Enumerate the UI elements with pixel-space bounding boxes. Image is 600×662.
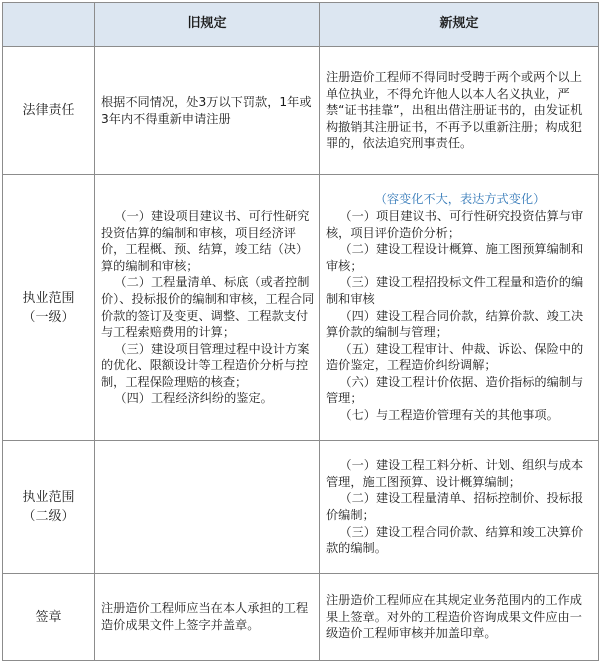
new-item: （一）项目建议书、可行性研究投资估算与审核，项目评价造价分析；	[326, 208, 584, 240]
new-item: （三）建设工程合同价款、结算和竣工决算价款的编制。	[326, 524, 584, 556]
row-label-line: 执业范围	[22, 290, 75, 306]
new-item: （二）建设工程量清单、招标控制价、投标报价编制；	[326, 491, 584, 522]
new-text: 注册造价工程师不得同时受聘于两个或两个以上单位执业，不得允许他人以本人名义执业，严禁“证书挂靠”，出租出借注册证书的，由发证机构撤销其注册证书，不再予以重新注册；构成犯罪的，依法追究刑事责任。	[326, 70, 583, 151]
new-item: （七）与工程造价管理有关的其他事项。	[339, 408, 559, 423]
row-label: 法律责任	[3, 47, 95, 175]
row-label-line: （二级）	[22, 509, 75, 524]
row-signature	[3, 574, 599, 661]
new-cell	[320, 175, 599, 441]
change-note: （容变化不大，表达方式变化）	[374, 192, 546, 207]
header-row	[3, 3, 599, 47]
old-item: （一）建设项目建议书、可行性研究投资估算的编制和审核，项目经济评价，工程概、预、结算，竣工结（决）算的编制和审核；	[101, 208, 310, 273]
comparison-table	[2, 2, 599, 661]
header-new-rules: 新规定	[320, 3, 599, 47]
old-cell	[95, 47, 320, 175]
new-item: （一）建设工程工料分析、计划、组织与成本管理，施工图预算、设计概算编制；	[326, 458, 584, 489]
row-legal-liability	[3, 47, 599, 175]
old-text: 根据不同情况，处3万以下罚款，1年或3年内不得重新申请注册	[101, 94, 312, 126]
new-item: （二）建设工程设计概算、施工图预算编制和审核；	[326, 242, 584, 273]
new-item: （四）建设工程合同价款，结算价款、竣工决算价款的编制与管理；	[326, 308, 584, 340]
header-corner	[3, 3, 95, 47]
old-item: （二）工程量清单、标底（或者控制价）、投标报价的编制和审核，工程合同价款的签订及变更、调整、工程款支付与工程索赔费用的计算；	[101, 275, 315, 340]
new-item: （六）建设工程计价依据、造价指标的编制与管理；	[326, 374, 584, 406]
old-item: （四）工程经济纠纷的鉴定。	[114, 391, 273, 406]
new-item: （五）建设工程审计、仲裁、诉讼、保险中的造价鉴定，工程造价纠纷调解；	[326, 341, 584, 373]
row-label: 签章	[3, 574, 95, 661]
new-item: （三）建设工程招投标文件工程量和造价的编制和审核	[326, 275, 584, 306]
new-cell	[320, 47, 599, 175]
new-cell	[320, 441, 599, 574]
row-label	[3, 441, 95, 574]
row-label-line: 执业范围	[22, 490, 75, 505]
row-practice-scope-level1	[3, 175, 599, 441]
header-old-rules: 旧规定	[95, 3, 320, 47]
row-practice-scope-level2	[3, 441, 599, 574]
old-item: （三）建设项目管理过程中设计方案的优化、限额设计等工程造价分析与控制，工程保险理赔的核查；	[101, 341, 310, 389]
old-text: 注册造价工程师应当在本人承担的工程造价成果文件上签字并盖章。	[101, 601, 309, 632]
new-text: 注册造价工程师应在其规定业务范围内的工作成果上签章。对外的工程造价咨询成果文件应由一级造价工程师审核并加盖印章。	[326, 593, 582, 641]
old-cell	[95, 175, 320, 441]
new-cell	[320, 574, 599, 661]
row-label-line: （一级）	[22, 309, 75, 325]
old-cell-empty	[95, 441, 320, 574]
row-label	[3, 175, 95, 441]
old-cell	[95, 574, 320, 661]
